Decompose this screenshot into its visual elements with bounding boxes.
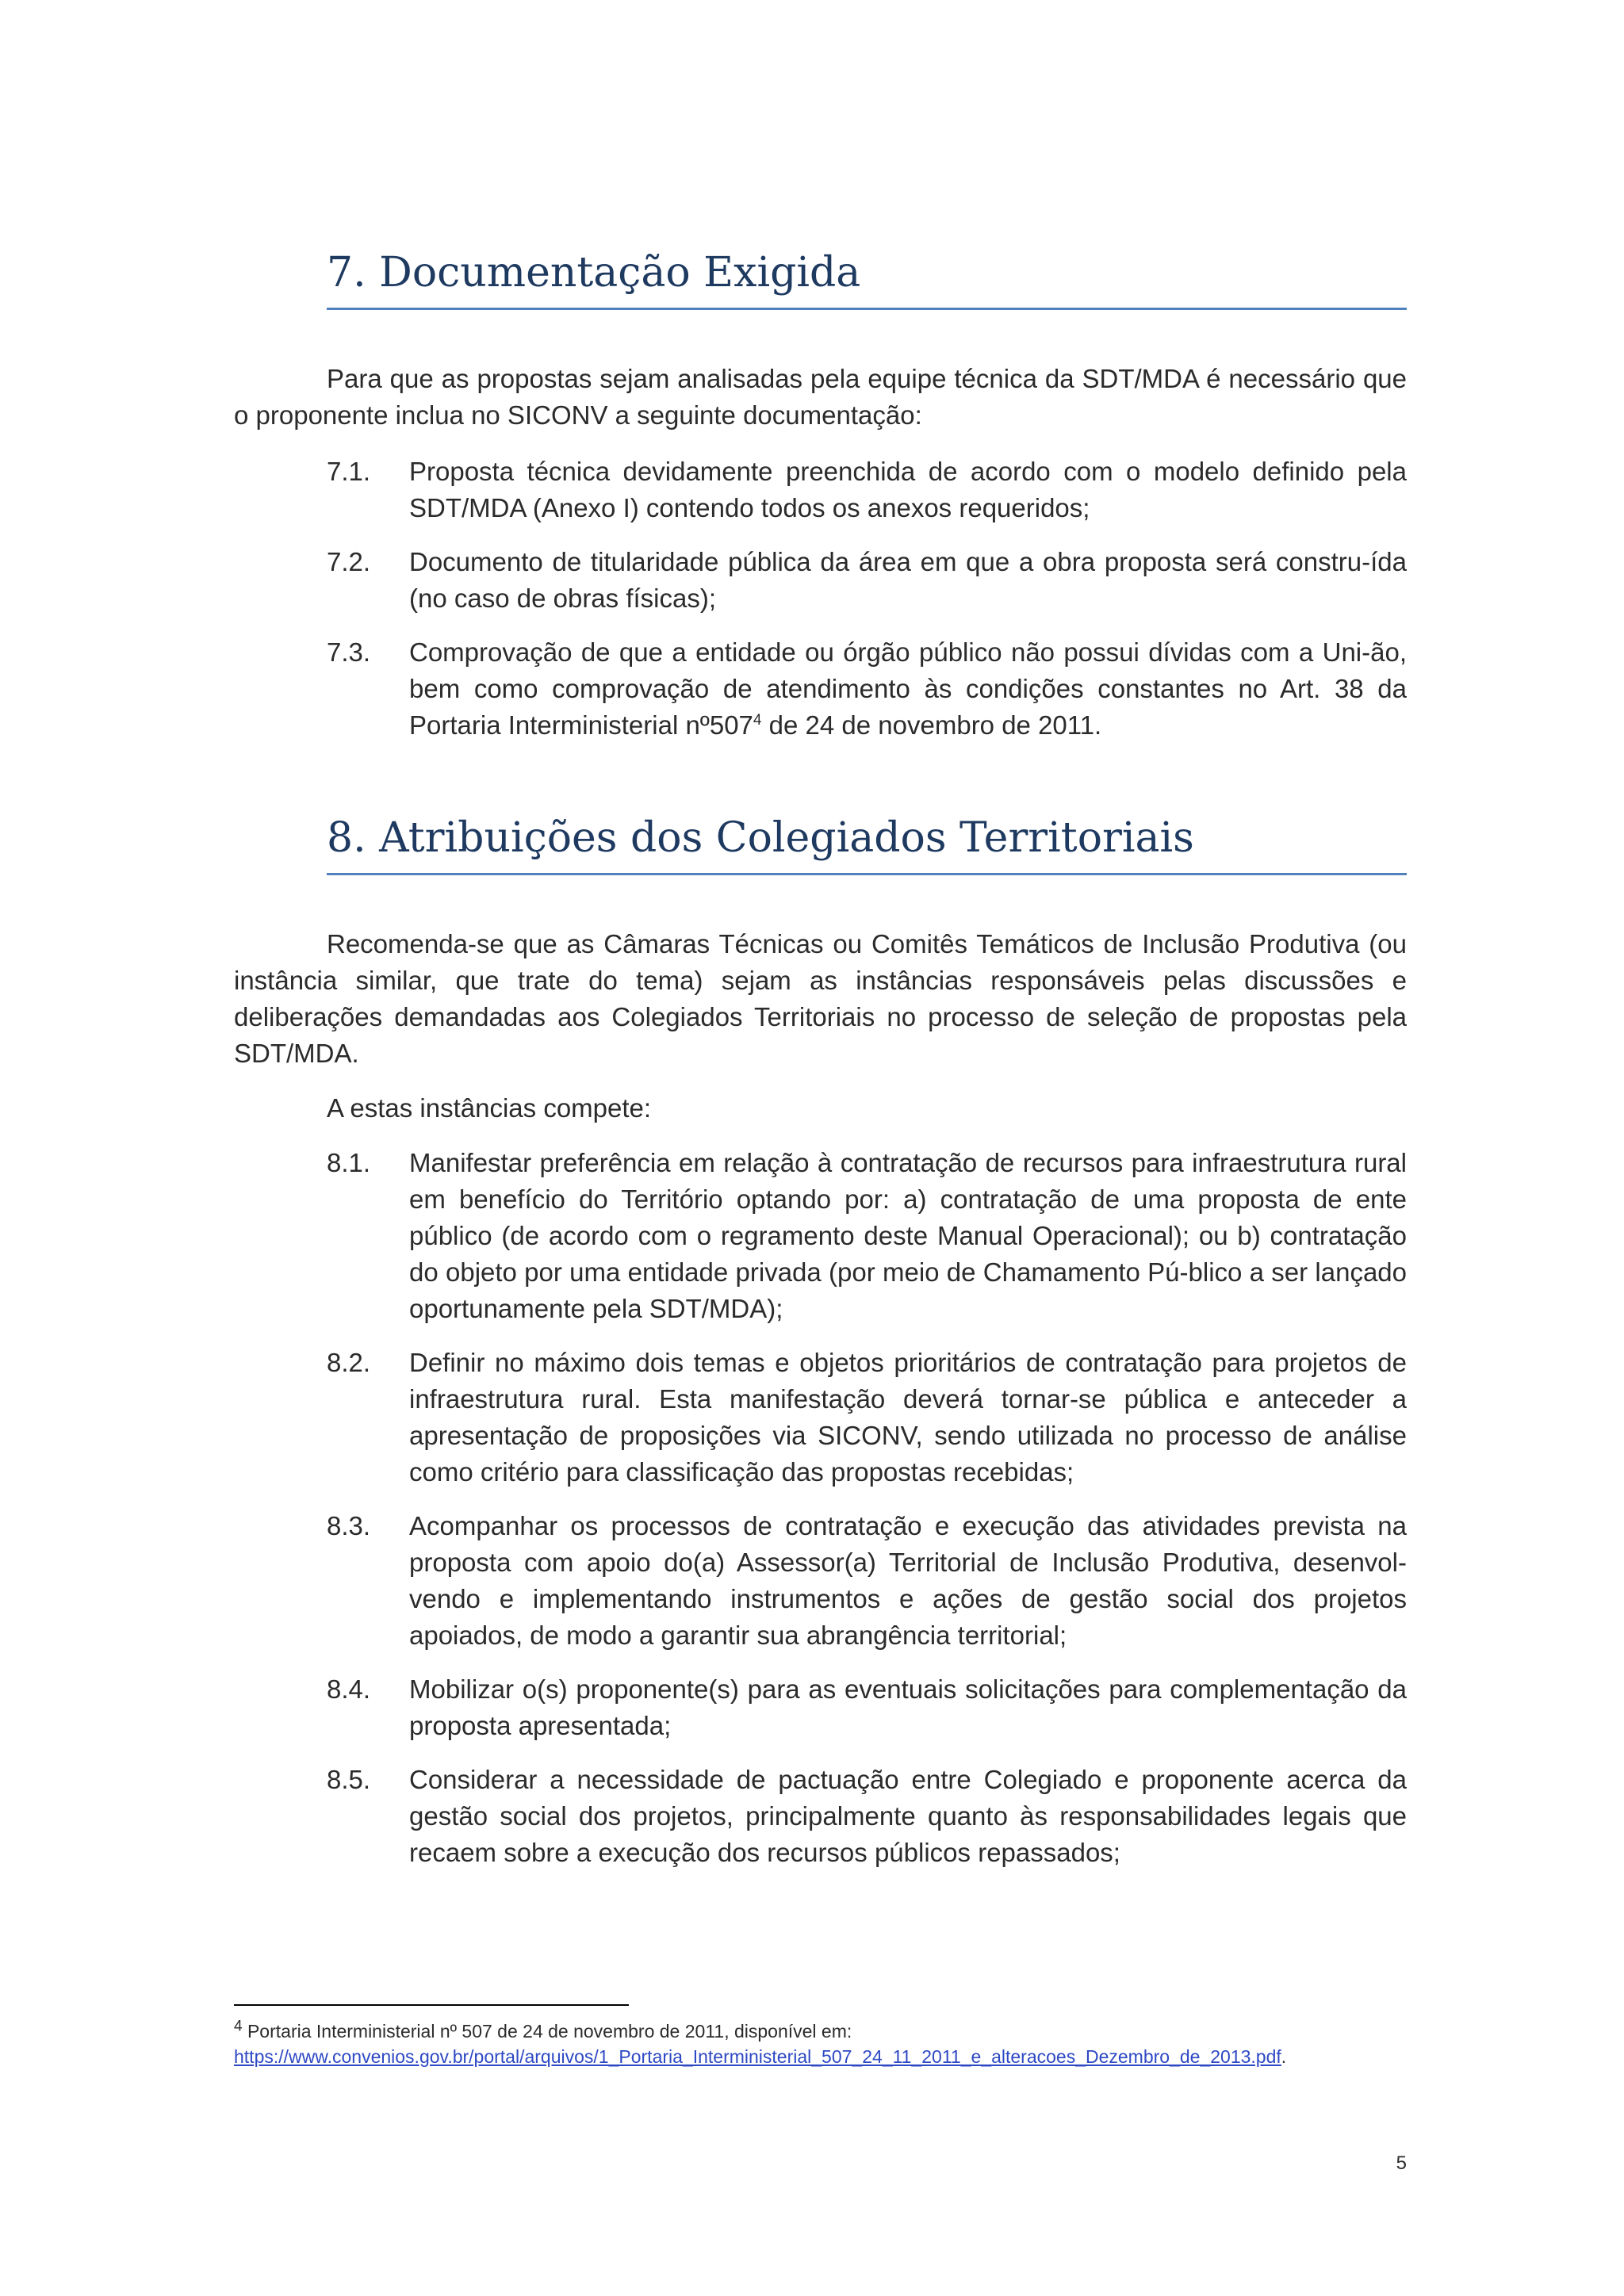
- list-item: [327, 1145, 1407, 1327]
- section-7-list: [327, 453, 1407, 761]
- page-number: 5: [1396, 2152, 1407, 2174]
- item-text: [409, 634, 1407, 744]
- footnote-separator: [234, 2004, 629, 2006]
- item-text: Acompanhar os processos de contratação e execução das atividades prevista na proposta com apoio do(a) Assessor(a) Territorial de Inclusão Produtiva, desenvol-vendo e implementando instrumentos e ações de gestão social dos projetos apoiados, de modo a garantir sua abrangência territorial;: [409, 1511, 1407, 1650]
- list-item: [327, 1508, 1407, 1654]
- item-number: 7.3.: [327, 637, 371, 667]
- item-text: Considerar a necessidade de pactuação entre Colegiado e proponente acerca da gestão social dos projetos, principalmente quanto às responsabilidades legais que recaem sobre a execução dos recursos públicos repassados;: [409, 1765, 1407, 1867]
- footnote-text: Portaria Interministerial nº 507 de 24 de novembro de 2011, disponível em:: [242, 2021, 852, 2042]
- footnote-link[interactable]: https://www.convenios.gov.br/portal/arquivos/1_Portaria_Interministerial_507_24_11_2011_e_alteracoes_Dezembro_de_2013.pdf: [234, 2046, 1281, 2067]
- section-8-lead: A estas instâncias compete:: [327, 1093, 652, 1123]
- list-item: [327, 453, 1407, 526]
- item-number: 7.2.: [327, 547, 371, 576]
- list-item: [327, 1345, 1407, 1490]
- item-text-part: de 24 de novembro de 2011.: [761, 710, 1102, 740]
- footnote: [234, 2019, 1407, 2069]
- item-text: Definir no máximo dois temas e objetos prioritários de contratação para projetos de infraestrutura rural. Esta manifestação deverá tornar-se pública e anteceder a apresentação de proposições via SICONV, sendo utilizada no processo de análise como critério para classificação das propostas recebidas;: [409, 1348, 1407, 1487]
- section-7-intro: Para que as propostas sejam analisadas pela equipe técnica da SDT/MDA é necessário que o proponente inclua no SICONV a seguinte documentação:: [234, 364, 1407, 430]
- item-text: Proposta técnica devidamente preenchida de acordo com o modelo definido pela SDT/MDA (Anexo I) contendo todos os anexos requeridos;: [409, 457, 1407, 522]
- section-8-heading: 8. Atribuições dos Colegiados Territoriais: [327, 813, 1407, 875]
- section-8-intro: Recomenda-se que as Câmaras Técnicas ou Comitês Temáticos de Inclusão Produtiva (ou instância similar, que trate do tema) sejam as instâncias responsáveis pelas discussões e deliberações demandadas aos Colegiados Territoriais no processo de seleção de propostas pela SDT/MDA.: [234, 929, 1407, 1068]
- item-text: Documento de titularidade pública da área em que a obra proposta será constru-ída (no caso de obras físicas);: [409, 547, 1407, 613]
- item-text-part: Comprovação de que a entidade ou órgão público não possui dívidas com a Uni-ão, bem como comprovação de atendimento às condições constantes no Art. 38 da Portaria Interministerial nº507: [409, 637, 1407, 740]
- item-number: 8.4.: [327, 1674, 371, 1704]
- item-text: Mobilizar o(s) proponente(s) para as eventuais solicitações para complementação da proposta apresentada;: [409, 1674, 1407, 1740]
- list-item: [327, 634, 1407, 744]
- list-item: [327, 544, 1407, 617]
- item-number: 8.1.: [327, 1148, 371, 1177]
- item-number: 8.2.: [327, 1348, 371, 1377]
- footnote-end: .: [1281, 2046, 1287, 2067]
- footnote-reference[interactable]: 4: [753, 712, 762, 729]
- section-8-list: [327, 1145, 1407, 1888]
- item-text: Manifestar preferência em relação à contratação de recursos para infraestrutura rural em benefício do Território optando por: a) contratação de uma proposta de ente público (de acordo com o regramento deste Manual Operacional); ou b) contratação do objeto por uma entidade privada (por meio de Chamamento Pú-blico a ser lançado oportunamente pela SDT/MDA);: [409, 1148, 1407, 1323]
- footnote-mark: 4: [234, 2018, 243, 2035]
- section-7-heading: 7. Documentação Exigida: [327, 247, 1407, 310]
- list-item: [327, 1671, 1407, 1744]
- list-item: [327, 1762, 1407, 1871]
- item-number: 8.3.: [327, 1511, 371, 1540]
- item-number: 8.5.: [327, 1765, 371, 1794]
- item-number: 7.1.: [327, 457, 371, 486]
